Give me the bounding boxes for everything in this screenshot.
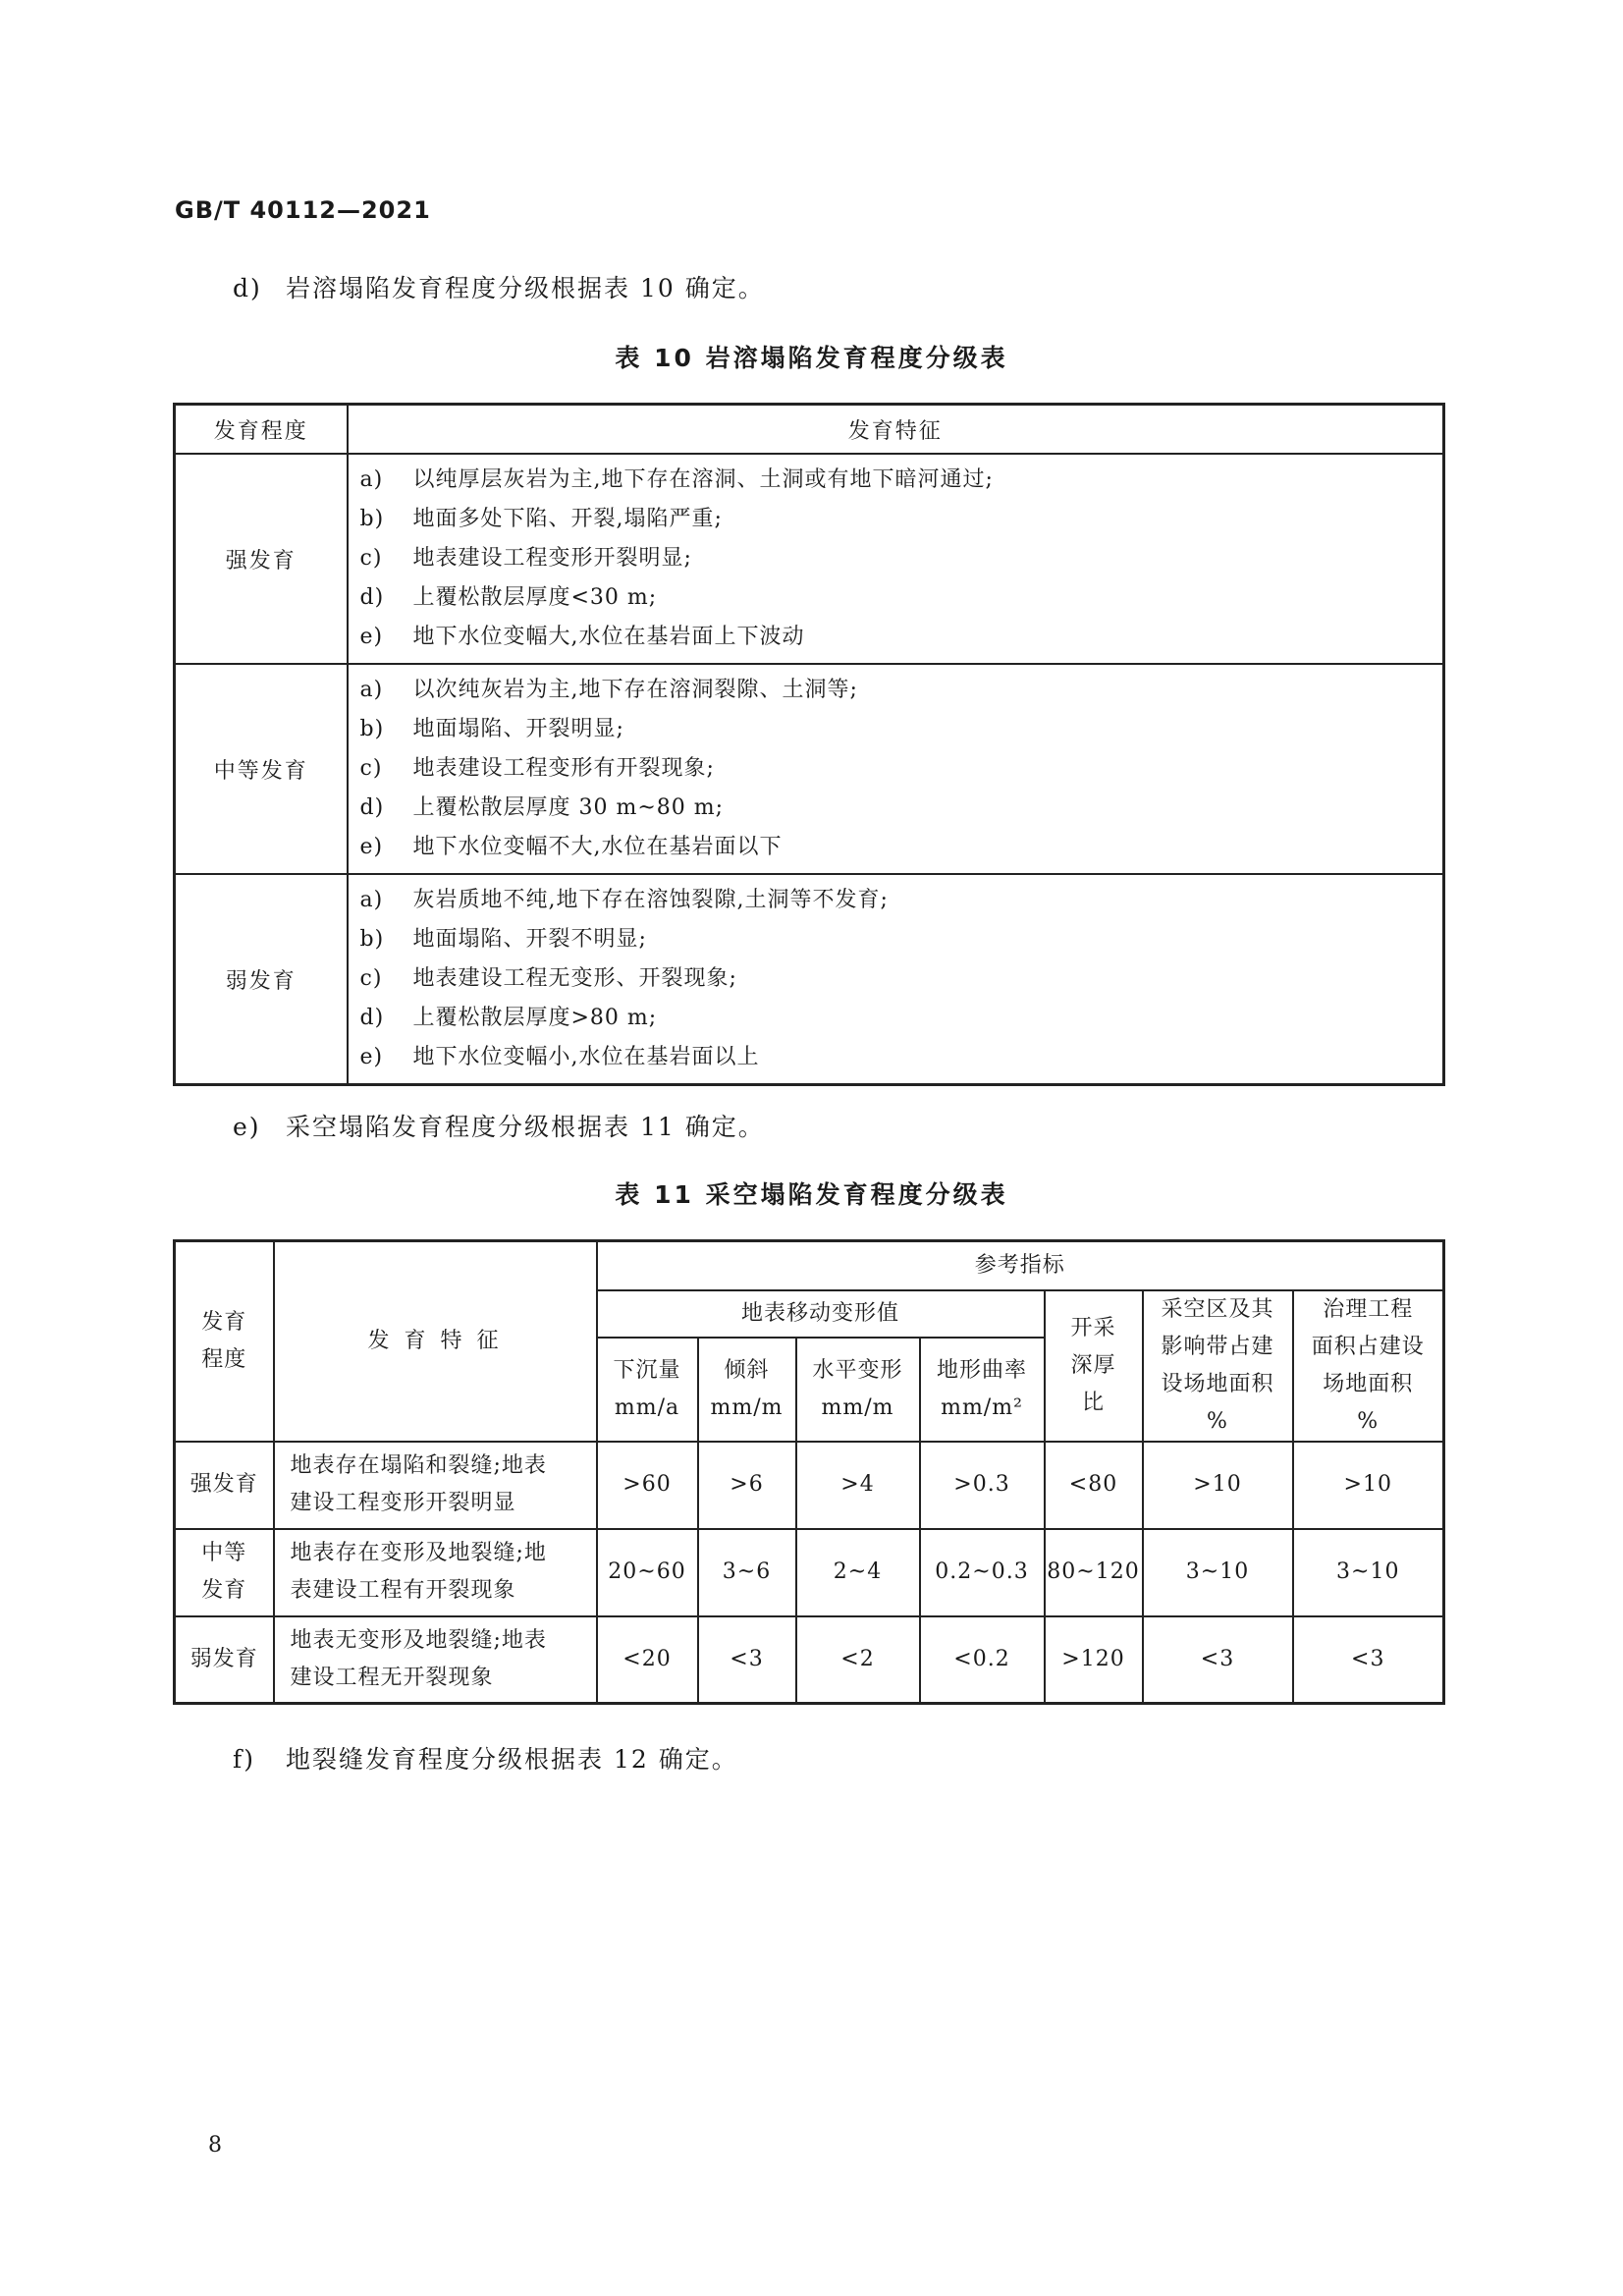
table-row bbox=[175, 874, 1444, 1085]
item-f-text: 地裂缝发育程度分级根据表 12 确定。 bbox=[286, 1745, 738, 1774]
table10-header-row bbox=[175, 405, 1444, 455]
feature-line: a) 以次纯灰岩为主,地下存在溶洞裂隙、土洞等; bbox=[359, 678, 858, 702]
table11-header-mined-area: 采空区及其 影响带占建 设场地面积 % bbox=[1143, 1290, 1293, 1442]
table10-caption: 表 10 岩溶塌陷发育程度分级表 bbox=[615, 344, 1008, 372]
table10-degree: 弱发育 bbox=[175, 874, 348, 1085]
feature-line: e) 地下水位变幅不大,水位在基岩面以下 bbox=[359, 835, 783, 859]
table11-degree: 强发育 bbox=[175, 1442, 274, 1529]
table-row bbox=[175, 664, 1444, 874]
table11-header-reference: 参考指标 bbox=[597, 1241, 1444, 1290]
table11-value: <3 bbox=[698, 1616, 796, 1704]
item-d bbox=[233, 269, 765, 304]
table11-description: 地表存在塌陷和裂缝;地表 建设工程变形开裂明显 bbox=[274, 1442, 597, 1529]
item-f-marker: f) bbox=[233, 1745, 256, 1774]
item-e bbox=[233, 1108, 765, 1143]
feature-line: d) 上覆松散层厚度<30 m; bbox=[359, 585, 658, 610]
table11-value: 2~4 bbox=[796, 1529, 920, 1616]
table11-header-ratio: 开采 深厚 比 bbox=[1045, 1290, 1143, 1442]
document-code: GB/T 40112—2021 bbox=[175, 196, 431, 224]
table11-header-row bbox=[175, 1241, 1444, 1290]
table11-value: <3 bbox=[1143, 1616, 1293, 1704]
item-d-text: 岩溶塌陷发育程度分级根据表 10 确定。 bbox=[286, 274, 765, 302]
item-d-marker: d) bbox=[233, 274, 262, 302]
table11 bbox=[173, 1239, 1445, 1705]
feature-line: e) 地下水位变幅大,水位在基岩面上下波动 bbox=[359, 625, 805, 649]
table11-value: 3~6 bbox=[698, 1529, 796, 1616]
table10-features bbox=[348, 874, 1444, 1085]
table11-header-curvature: 地形曲率 mm/m² bbox=[920, 1338, 1045, 1441]
feature-line: a) 灰岩质地不纯,地下存在溶蚀裂隙,土洞等不发育; bbox=[359, 888, 889, 912]
table11-value: 3~10 bbox=[1143, 1529, 1293, 1616]
table11-value: >120 bbox=[1045, 1616, 1143, 1704]
table10-features bbox=[348, 664, 1444, 874]
feature-line: a) 以纯厚层灰岩为主,地下存在溶洞、土洞或有地下暗河通过; bbox=[359, 467, 994, 492]
feature-line: b) 地面塌陷、开裂不明显; bbox=[359, 927, 647, 952]
table10 bbox=[173, 403, 1445, 1086]
table11-value: >4 bbox=[796, 1442, 920, 1529]
item-e-text: 采空塌陷发育程度分级根据表 11 确定。 bbox=[286, 1113, 765, 1141]
page-number: 8 bbox=[208, 2133, 222, 2158]
table11-header-degree: 发育 程度 bbox=[175, 1241, 274, 1442]
table10-header-degree: 发育程度 bbox=[175, 405, 348, 455]
item-f bbox=[233, 1740, 738, 1776]
table-row bbox=[175, 454, 1444, 664]
table10-features bbox=[348, 454, 1444, 664]
feature-line: d) 上覆松散层厚度>80 m; bbox=[359, 1006, 658, 1030]
feature-line: b) 地面多处下陷、开裂,塌陷严重; bbox=[359, 507, 723, 531]
table10-degree: 强发育 bbox=[175, 454, 348, 664]
table11-value: 80~120 bbox=[1045, 1529, 1143, 1616]
table11-value: 3~10 bbox=[1293, 1529, 1444, 1616]
table11-header-horizontal-deformation: 水平变形 mm/m bbox=[796, 1338, 920, 1441]
table11-value: >6 bbox=[698, 1442, 796, 1529]
table10-header-feature: 发育特征 bbox=[348, 405, 1444, 455]
feature-line: e) 地下水位变幅小,水位在基岩面以上 bbox=[359, 1045, 760, 1069]
table11-value: <0.2 bbox=[920, 1616, 1045, 1704]
table11-description: 地表存在变形及地裂缝;地 表建设工程有开裂现象 bbox=[274, 1529, 597, 1616]
table11-header-feature: 发 育 特 征 bbox=[274, 1241, 597, 1442]
table11-value: 20~60 bbox=[597, 1529, 698, 1616]
table11-caption: 表 11 采空塌陷发育程度分级表 bbox=[615, 1180, 1008, 1209]
table11-value: 0.2~0.3 bbox=[920, 1529, 1045, 1616]
feature-line: c) 地表建设工程变形有开裂现象; bbox=[359, 756, 715, 781]
table11-value: <20 bbox=[597, 1616, 698, 1704]
table11-value: <2 bbox=[796, 1616, 920, 1704]
table11-degree: 弱发育 bbox=[175, 1616, 274, 1704]
table-row bbox=[175, 1442, 1444, 1529]
table11-value: >60 bbox=[597, 1442, 698, 1529]
table11-value: >10 bbox=[1143, 1442, 1293, 1529]
item-e-marker: e) bbox=[233, 1113, 261, 1141]
table11-header-subsidence: 下沉量 mm/a bbox=[597, 1338, 698, 1441]
table-row bbox=[175, 1616, 1444, 1704]
table11-value: >10 bbox=[1293, 1442, 1444, 1529]
feature-line: b) 地面塌陷、开裂明显; bbox=[359, 717, 624, 741]
table11-description: 地表无变形及地裂缝;地表 建设工程无开裂现象 bbox=[274, 1616, 597, 1704]
feature-line: c) 地表建设工程变形开裂明显; bbox=[359, 546, 692, 571]
table11-degree: 中等 发育 bbox=[175, 1529, 274, 1616]
feature-line: c) 地表建设工程无变形、开裂现象; bbox=[359, 966, 737, 991]
table11-value: >0.3 bbox=[920, 1442, 1045, 1529]
feature-line: d) 上覆松散层厚度 30 m~80 m; bbox=[359, 795, 725, 820]
table11-value: <3 bbox=[1293, 1616, 1444, 1704]
table10-degree: 中等发育 bbox=[175, 664, 348, 874]
table11-header-surface: 地表移动变形值 bbox=[597, 1290, 1045, 1339]
table11-header-treatment-area: 治理工程 面积占建设 场地面积 % bbox=[1293, 1290, 1444, 1442]
table11-value: <80 bbox=[1045, 1442, 1143, 1529]
table11-header-tilt: 倾斜 mm/m bbox=[698, 1338, 796, 1441]
table-row bbox=[175, 1529, 1444, 1616]
